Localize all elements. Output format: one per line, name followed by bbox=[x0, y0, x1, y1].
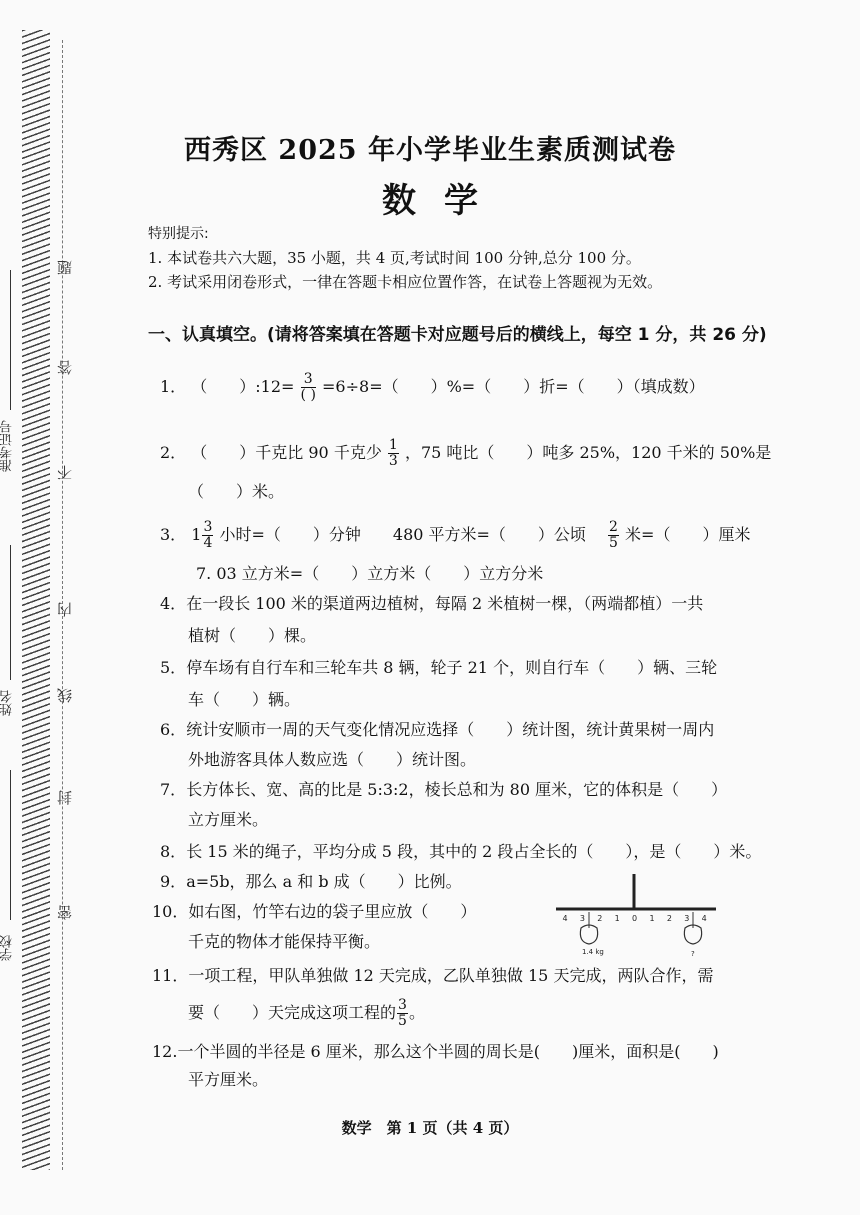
question-9 bbox=[160, 870, 462, 894]
notice-block bbox=[148, 222, 662, 294]
question-number: 12. bbox=[152, 1042, 178, 1061]
question-number: 2． bbox=[160, 443, 187, 462]
subject-title: 数学 bbox=[382, 181, 506, 221]
seal-mark-5: 不 bbox=[56, 465, 74, 480]
question-number: 4． bbox=[160, 594, 187, 613]
school-blank bbox=[10, 770, 11, 920]
q1-frac-top: 3 bbox=[301, 372, 316, 388]
question-number: 5． bbox=[160, 658, 187, 677]
q11-frac-bottom: 5 bbox=[398, 1013, 407, 1029]
q11-text: 一项工程，甲队单独做 12 天完成，乙队单独做 15 天完成，两队合作，需 bbox=[188, 966, 714, 985]
balance-tick-label: 1 bbox=[649, 914, 655, 923]
q3-fraction-2 bbox=[608, 520, 619, 551]
q3-frac-top: 3 bbox=[203, 519, 213, 535]
left-weight-label: 1.4 kg bbox=[582, 948, 604, 956]
q3-frac-bottom: 4 bbox=[203, 535, 213, 551]
notice-item-2: 2. 考试采用闭卷形式，一律在答题卡相应位置作答，在试卷上答题视为无效。 bbox=[148, 273, 663, 291]
question-number: 6． bbox=[160, 720, 187, 739]
name-label: 姓名 bbox=[0, 690, 15, 716]
question-5-continued: 车（ ）辆。 bbox=[188, 690, 301, 709]
q8-text: 长 15 米的绳子，平均分成 5 段，其中的 2 段占全长的（ ），是（ ）米。 bbox=[186, 842, 762, 861]
balance-tick-label: 3 bbox=[684, 914, 690, 923]
right-weight-label: ? bbox=[691, 950, 695, 958]
q3-whole: 1 bbox=[191, 525, 202, 544]
exam-number-blank bbox=[10, 270, 11, 410]
question-number: 11． bbox=[152, 966, 189, 985]
question-11 bbox=[152, 964, 713, 988]
question-7-continued: 立方厘米。 bbox=[188, 810, 269, 829]
question-number: 3． bbox=[160, 525, 187, 544]
q3-part-b: 米=（ ）厘米 bbox=[625, 525, 751, 544]
q11-cont-a: 要（ ）天完成这项工程的 bbox=[188, 1003, 397, 1022]
question-2-continued: （ ）米。 bbox=[188, 482, 285, 501]
seal-mark-6: 答 bbox=[56, 360, 74, 375]
seal-mark-3: 线 bbox=[56, 688, 74, 703]
question-5 bbox=[160, 656, 717, 680]
q11-fraction bbox=[397, 998, 408, 1029]
question-4 bbox=[160, 592, 703, 616]
question-3 bbox=[160, 520, 750, 551]
question-4-continued: 植树（ ）棵。 bbox=[188, 626, 317, 645]
question-number: 10． bbox=[152, 902, 189, 921]
question-1 bbox=[160, 372, 705, 403]
q12-text: 一个半圆的半径是 6 厘米，那么这个半圆的周长是( )厘米，面积是( ) bbox=[177, 1042, 719, 1061]
q2-frac-bottom: 3 bbox=[388, 453, 398, 469]
q5-text: 停车场有自行车和三轮车共 8 辆，轮子 21 个，则自行车（ ）辆、三轮 bbox=[186, 658, 718, 677]
balance-tick-label: 1 bbox=[614, 914, 620, 923]
seal-mark-7: 题 bbox=[56, 260, 74, 275]
q3-fraction bbox=[202, 520, 213, 551]
question-number: 9． bbox=[160, 872, 187, 891]
question-10 bbox=[152, 900, 476, 924]
q11-frac-top: 3 bbox=[398, 997, 407, 1013]
q7-text: 长方体长、宽、高的比是 5:3:2，棱长总和为 80 厘米，它的体积是（ ） bbox=[186, 780, 728, 799]
question-6 bbox=[160, 718, 714, 742]
question-12 bbox=[152, 1040, 719, 1064]
balance-tick-label: 4 bbox=[562, 914, 568, 923]
q3-part-a: 小时=（ ）分钟 480 平方米=（ ）公顷 bbox=[219, 525, 602, 544]
section-1-title: 一、认真填空。(请将答案填在答题卡对应题号后的横线上，每空 1 分，共 26 分) bbox=[148, 325, 767, 345]
school-label: 学校 bbox=[0, 935, 15, 961]
balance-tick-label: 3 bbox=[579, 914, 585, 923]
question-10-continued: 千克的物体才能保持平衡。 bbox=[188, 932, 381, 951]
question-number: 8． bbox=[160, 842, 187, 861]
q9-text: a=5b，那么 a 和 b 成（ ）比例。 bbox=[186, 872, 462, 891]
q2-part-b: ，75 吨比（ ）吨多 25%，120 千米的 50%是 bbox=[404, 443, 772, 462]
q3-frac2-top: 2 bbox=[609, 519, 618, 535]
question-6-continued: 外地游客具体人数应选（ ）统计图。 bbox=[188, 750, 477, 769]
page-footer: 数学 第 1 页（共 4 页） bbox=[341, 1119, 519, 1137]
q2-part-a: （ ）千克比 90 千克少 bbox=[191, 443, 382, 462]
q1-fraction bbox=[301, 372, 316, 403]
q2-fraction bbox=[388, 438, 399, 469]
q3-frac2-bottom: 5 bbox=[609, 535, 618, 551]
question-8 bbox=[160, 840, 761, 864]
question-number: 1． bbox=[160, 377, 187, 396]
notice-item-1: 1. 本试卷共六大题，35 小题，共 4 页,考试时间 100 分钟,总分 100 分。 bbox=[148, 249, 641, 267]
balance-tick-label: 0 bbox=[632, 914, 638, 923]
seal-mark-2: 封 bbox=[56, 790, 74, 805]
balance-ticks bbox=[562, 914, 706, 923]
question-3-continued: 7. 03 立方米=（ ）立方米（ ）立方分米 bbox=[196, 564, 544, 583]
q6-text: 统计安顺市一周的天气变化情况应选择（ ）统计图，统计黄果树一周内 bbox=[186, 720, 715, 739]
q11-cont-b: 。 bbox=[408, 1003, 425, 1022]
q10-text: 如右图，竹竿右边的袋子里应放（ ） bbox=[188, 902, 477, 921]
exam-title: 西秀区 2025 年小学毕业生素质测试卷 bbox=[184, 135, 676, 166]
name-blank bbox=[10, 545, 11, 680]
seal-mark-1: 密 bbox=[56, 905, 74, 920]
question-7 bbox=[160, 778, 727, 802]
balance-figure bbox=[552, 872, 722, 962]
q1-part-b: =6÷8=（ ）%=（ ）折=（ ）（填成数） bbox=[322, 377, 705, 396]
balance-tick-label: 4 bbox=[701, 914, 707, 923]
q2-frac-top: 1 bbox=[388, 437, 398, 453]
balance-tick-label: 2 bbox=[597, 914, 603, 923]
question-12-continued: 平方厘米。 bbox=[188, 1070, 269, 1089]
q1-part-a: （ ）:12= bbox=[191, 377, 295, 396]
q1-frac-bottom: ( ) bbox=[300, 387, 316, 403]
exam-number-label: 准考证号 bbox=[0, 420, 15, 472]
balance-tick-label: 2 bbox=[666, 914, 672, 923]
notice-heading: 特别提示: bbox=[148, 226, 209, 242]
question-2 bbox=[160, 438, 771, 469]
seal-mark-4: 内 bbox=[56, 602, 74, 617]
question-number: 7． bbox=[160, 780, 187, 799]
q4-text: 在一段长 100 米的渠道两边植树，每隔 2 米植树一棵，（两端都植）一共 bbox=[186, 594, 704, 613]
question-11-continued bbox=[188, 998, 425, 1029]
